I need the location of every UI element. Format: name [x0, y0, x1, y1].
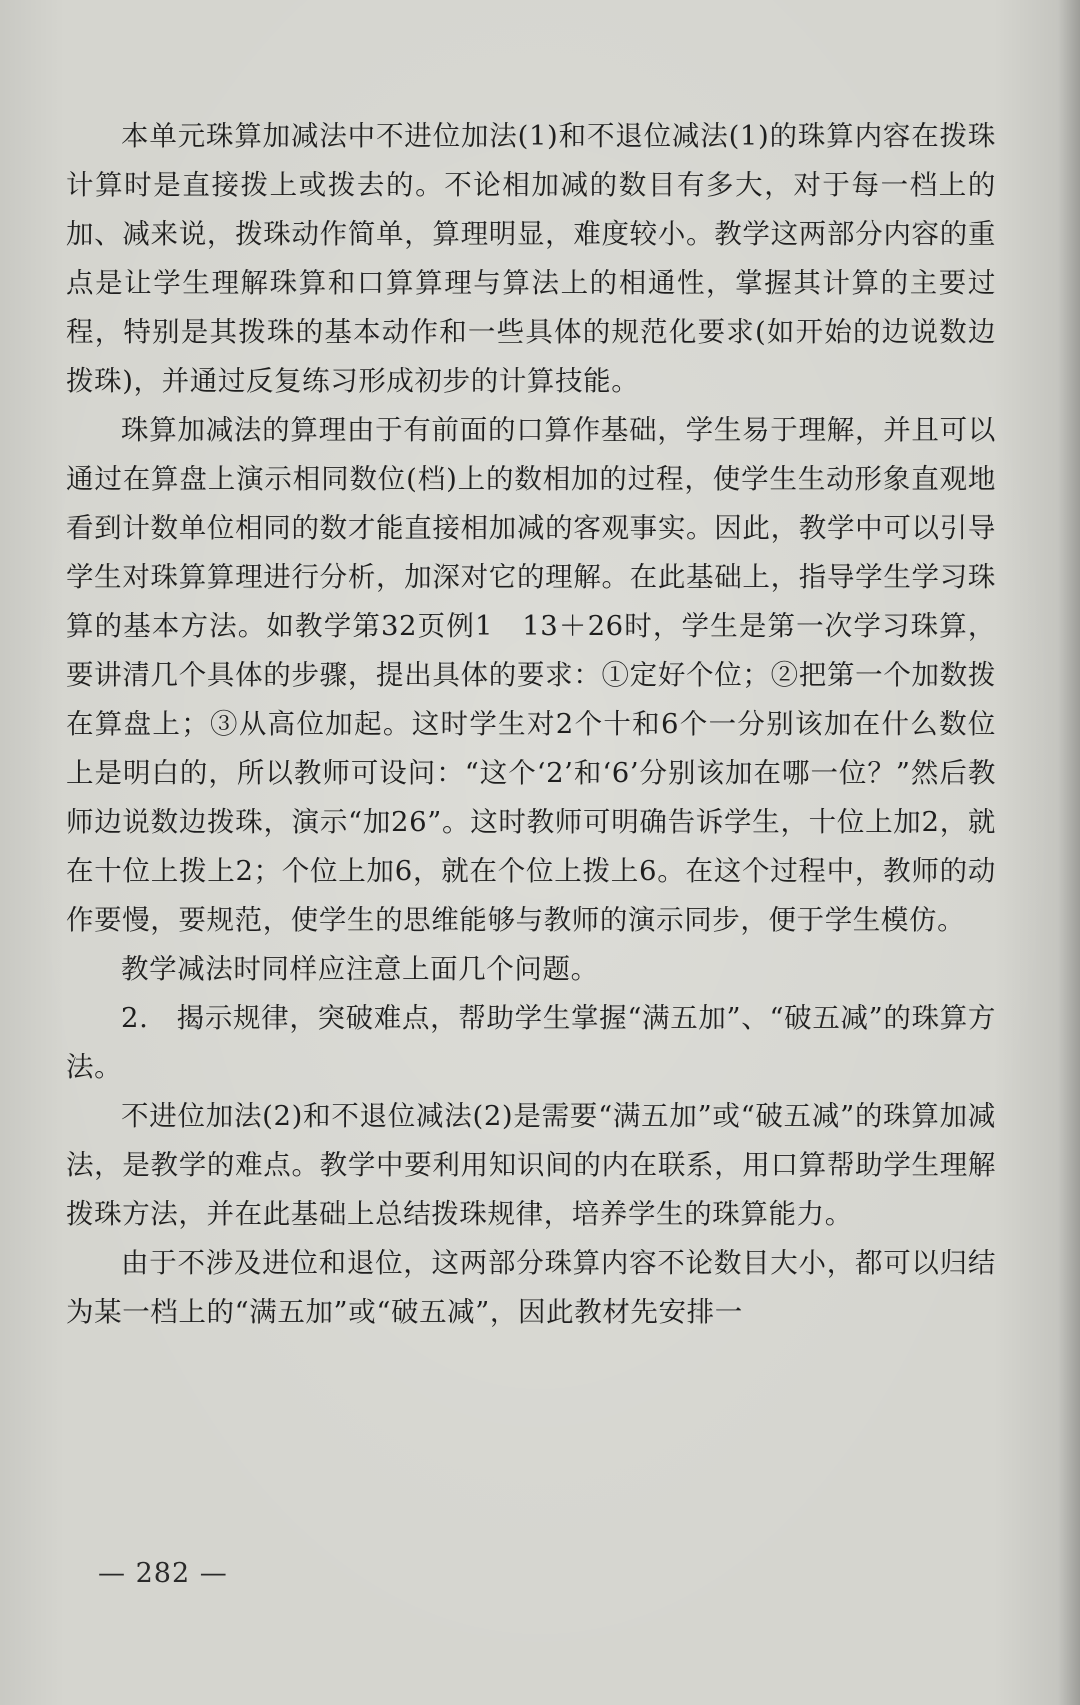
paragraph-5: 不进位加法(2)和不退位减法(2)是需要“满五加”或“破五减”的珠算加减法，是教学的难点。教学中要利用知识间的内在联系，用口算帮助学生理解拨珠方法，并在此基础上总结拨珠规律，培养学生的珠算能力。: [66, 1100, 996, 1230]
page-number: — 282 —: [98, 1558, 228, 1589]
paragraph-1: 本单元珠算加减法中不进位加法(1)和不退位减法(1)的珠算内容在拨珠计算时是直接拨上或拨去的。不论相加减的数目有多大，对于每一档上的加、减来说，拨珠动作简单，算理明显，难度较小。教学这两部分内容的重点是让学生理解珠算和口算算理与算法上的相通性，掌握其计算的主要过程，特别是其拨珠的基本动作和一些具体的规范化要求(如开始的边说数边拨珠)，并通过反复练习形成初步的计算技能。: [66, 120, 996, 397]
body-text: [66, 112, 996, 1337]
page-edge-shadow: [1058, 0, 1080, 1705]
paragraph-2: 珠算加减法的算理由于有前面的口算作基础，学生易于理解，并且可以通过在算盘上演示相同数位(档)上的数相加的过程，使学生生动形象直观地看到计数单位相同的数才能直接相加减的客观事实。因此，教学中可以引导学生对珠算算理进行分析，加深对它的理解。在此基础上，指导学生学习珠算的基本方法。如教学第32页例1 13＋26时，学生是第一次学习珠算，要讲清几个具体的步骤，提出具体的要求：①定好个位；②把第一个加数拨在算盘上；③从高位加起。这时学生对2个十和6个一分别该加在什么数位上是明白的，所以教师可设问：“这个‘2’和‘6’分别该加在哪一位？”然后教师边说数边拨珠，演示“加26”。这时教师可明确告诉学生，十位上加2，就在十位上拨上2；个位上加6，就在个位上拨上6。在这个过程中，教师的动作要慢，要规范，使学生的思维能够与教师的演示同步，便于学生模仿。: [66, 414, 996, 936]
paragraph-3: 教学减法时同样应注意上面几个问题。: [121, 953, 599, 985]
paragraph-6: 由于不涉及进位和退位，这两部分珠算内容不论数目大小，都可以归结为某一档上的“满五加”或“破五减”，因此教材先安排一: [66, 1247, 996, 1328]
paragraph-4: 2. 揭示规律，突破难点，帮助学生掌握“满五加”、“破五减”的珠算方法。: [66, 1002, 996, 1083]
